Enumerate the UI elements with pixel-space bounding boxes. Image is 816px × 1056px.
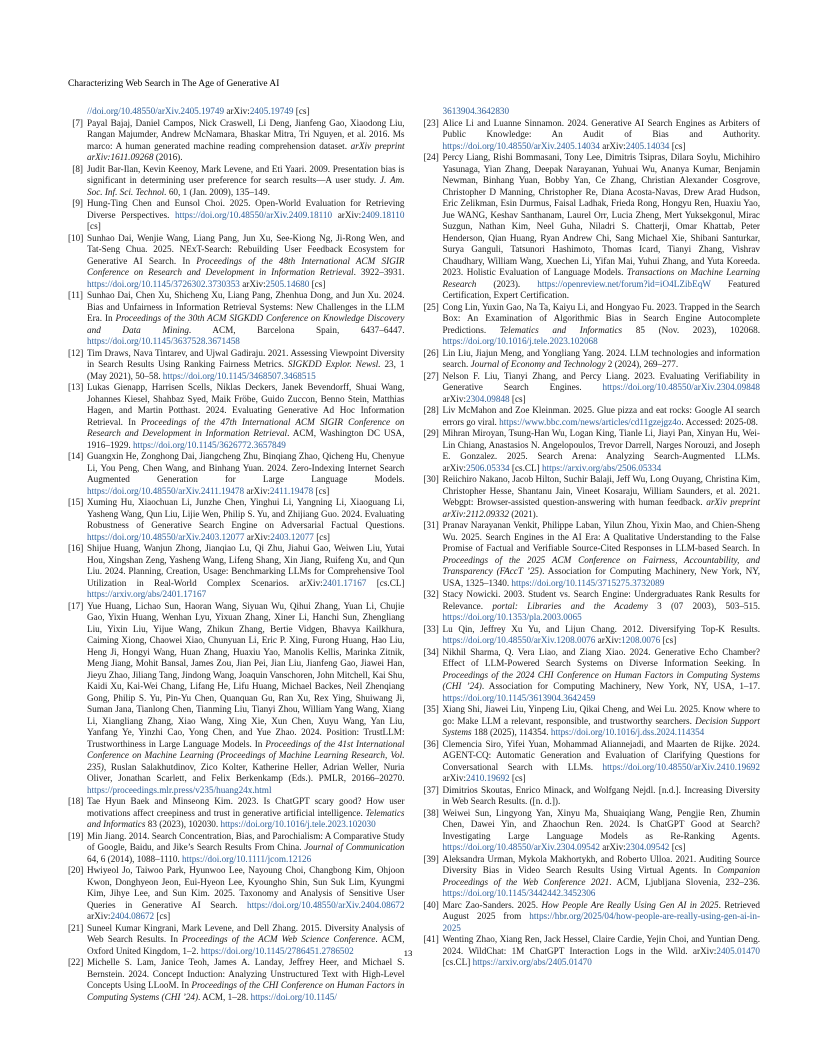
- hyperlink[interactable]: 2505.14680: [265, 278, 310, 289]
- reference-text: [cs.CL]: [509, 462, 543, 473]
- reference-text: Guangxin He, Zonghong Dai, Jiangcheng Zhu, Binqiang Zhao, Qicheng Hu, Chenyue Li, You Peng, Chen Wang, and Binhang Yuan. 2024. Zero-Indexing Internet Search Augmented Generation for Large Language Models.: [87, 451, 405, 484]
- hyperlink[interactable]: https://doi.org/10.48550/arXiv.2304.09542: [442, 842, 600, 852]
- reference-label: [22]: [68, 957, 84, 967]
- reference-text: Min Jiang. 2014. Search Concentration, Bias, and Parochialism: A Comparative Study of Google, Baidu, and Jike’s Search Results From China.: [87, 830, 405, 852]
- venue-italic-text: Proceedings of the CHI Conference on Human Factors in Computing Systems (CHI ’24): [87, 980, 405, 1002]
- venue-italic-text: SIGKDD Explor. Newsl.: [287, 359, 381, 369]
- reference-label: [19]: [68, 830, 84, 841]
- reference-text: . ACM, Oxford United Kingdom, 1–2.: [87, 934, 405, 956]
- reference-label: [13]: [68, 382, 84, 392]
- reference-label: [16]: [68, 543, 84, 553]
- reference-label: [41]: [423, 934, 439, 944]
- reference-entry: [424, 106, 761, 118]
- hyperlink[interactable]: https://www.bbc.com/news/articles/cd11gzejgz4o: [499, 416, 682, 427]
- reference-entry: [424, 118, 761, 153]
- reference-text: . Association for Computing Machinery, New York, NY, USA, 1–17.: [481, 681, 760, 691]
- reference-entry: [68, 106, 405, 118]
- reference-label: [14]: [68, 451, 84, 461]
- hyperlink[interactable]: 2506.05334: [465, 462, 510, 473]
- reference-text: 2 (2024), 269–277.: [605, 359, 679, 369]
- reference-text: Lu Qin, Jeffrey Xu Yu, and Lijun Chang. 2012. Diversifying Top-K Results.: [442, 623, 760, 634]
- reference-text: 85 (Nov. 2023), 102068.: [622, 324, 760, 335]
- reference-text: 60, 1 (Jan. 2009), 135–149.: [166, 186, 270, 197]
- reference-entry: [424, 854, 761, 900]
- reference-label: [20]: [68, 865, 84, 875]
- reference-label: [28]: [423, 405, 439, 415]
- reference-label: [29]: [423, 428, 439, 438]
- reference-label: [37]: [423, 784, 439, 795]
- hyperlink[interactable]: https://doi.org/10.1145/3726302.3730353: [87, 278, 240, 289]
- reference-entry: [68, 382, 405, 451]
- reference-text: arXiv:: [239, 278, 266, 289]
- reference-entry: [424, 739, 761, 785]
- reference-text: Clemencia Siro, Yifei Yuan, Mohammad Aliannejadi, and Maarten de Rijke. 2024. AGENT-CQ: Automatic Generation and Evaluation of Clarifying Questions for Conversational Search with LLMs.: [442, 738, 760, 772]
- reference-label: [27]: [423, 370, 439, 381]
- hyperlink[interactable]: 2409.18110: [361, 209, 405, 220]
- reference-text: Hwiyeol Jo, Taiwoo Park, Hyunwoo Lee, Nayoung Choi, Changbong Kim, Ohjoon Kwon, Donghyeon Jeon, Eui-Hyeon Lee, Kyoungho Shin, Sun Suk Lim, Kyungmi Kim, Jihye Lee, and Sun Kim. 2025. Taxonomy and Analysis of Sensitive User Queries in Generative AI Search.: [87, 865, 405, 910]
- reference-text: . Accessed: 2025-08.: [681, 416, 758, 427]
- reference-text: arXiv:: [87, 911, 111, 921]
- reference-text: arXiv:: [244, 531, 271, 542]
- reference-text: Lin Liu, Jiajun Meng, and Yongliang Yang. 2024. LLM technologies and information search.: [442, 347, 760, 369]
- venue-italic-text: Proceedings of the 2024 CHI Conference on Human Factors in Computing Systems (CHI ’24): [442, 669, 760, 691]
- reference-label: [33]: [423, 623, 439, 634]
- venue-italic-text: Decision Support Systems: [442, 715, 760, 737]
- hyperlink[interactable]: https://doi.org/10.48550/arXiv.2411.19478: [87, 485, 245, 496]
- hyperlink[interactable]: https://arxiv.org/abs/2405.01470: [472, 957, 592, 967]
- hyperlink[interactable]: https://hbr.org/2025/04/how-people-are-really-using-gen-ai-in-2025: [442, 911, 760, 933]
- reference-text: Michelle S. Lam, Janice Teoh, James A. Landay, Jeffrey Heer, and Michael S. Bernstein. 2024. Concept Induction: Analyzing Unstructured Text with High-Level Concepts Using LLooM. In: [87, 957, 405, 990]
- reference-text: Tim Draws, Nava Tintarev, and Ujwal Gadiraju. 2021. Assessing Viewpoint Diversity in Search Results Using Ranking Fairness Metrics.: [87, 347, 405, 369]
- reference-text: [cs]: [87, 221, 101, 231]
- reference-entry: [68, 164, 405, 199]
- hyperlink[interactable]: https://doi.org/10.1145/3626772.3657849: [132, 439, 286, 450]
- venue-italic-text: portal: Libraries and the Academy: [492, 600, 648, 611]
- reference-entry: [424, 520, 761, 589]
- hyperlink[interactable]: 2401.17167: [322, 577, 367, 588]
- reference-label: [38]: [423, 807, 439, 818]
- hyperlink[interactable]: https://arxiv.org/abs/2401.17167: [87, 589, 207, 599]
- hyperlink[interactable]: 2304.09848: [465, 393, 510, 404]
- reference-label: [18]: [68, 796, 84, 806]
- reference-label: [30]: [423, 474, 439, 484]
- reference-text: (2021).: [508, 508, 539, 519]
- references-columns: [68, 106, 760, 1003]
- venue-italic-text: arXiv preprint arXiv:1611.09268: [87, 140, 405, 162]
- venue-italic-text: Companion Proceedings of the Web Conference 2021: [442, 865, 760, 887]
- hyperlink[interactable]: 2304.09542: [625, 842, 670, 852]
- hyperlink[interactable]: https://doi.org/10.48550/arXiv.2304.09848: [602, 382, 760, 392]
- hyperlink[interactable]: 2405.19749: [249, 106, 294, 116]
- reference-text: (2023).: [476, 278, 538, 289]
- reference-text: arXiv:: [599, 842, 626, 852]
- hyperlink[interactable]: https://doi.org/10.1111/jcom.12126: [182, 853, 312, 864]
- reference-text: [cs]: [313, 531, 330, 542]
- reference-entry: [68, 796, 405, 831]
- reference-text: Reiichiro Nakano, Jacob Hilton, Suchir Balaji, Jeff Wu, Long Ouyang, Christina Kim, Christopher Hesse, Shantanu Jain, Vineet Kosaraju, William Saunders, et al. 2021. Webgpt: Browser-assisted question-answering with human feedback.: [442, 474, 760, 507]
- reference-label: [25]: [423, 301, 439, 312]
- venue-italic-text: Transactions on Machine Learning Research: [442, 267, 760, 289]
- reference-text: [cs]: [660, 635, 677, 645]
- reference-text: . ACM, Ljubljana Slovenia, 232–236.: [609, 876, 760, 887]
- reference-entry: [68, 957, 405, 1003]
- reference-text: . Retrieved August 2025 from: [442, 899, 760, 921]
- reference-text: [cs]: [509, 773, 526, 783]
- reference-text: 3 (07 2003), 503–515.: [647, 600, 760, 611]
- hyperlink[interactable]: 3613904.3642830: [442, 106, 510, 116]
- venue-italic-text: Proceedings of the 47th International ACM SIGIR Conference on Research and Development in Information Retrieval: [87, 416, 405, 438]
- reference-text: arXiv:: [442, 393, 466, 404]
- reference-label: [12]: [68, 347, 84, 358]
- reference-entry: [424, 808, 761, 854]
- reference-entry: [68, 497, 405, 543]
- reference-text: [cs]: [669, 842, 686, 852]
- reference-text: Wenting Zhao, Xiang Ren, Jack Hessel, Claire Cardie, Yejin Choi, and Yuntian Deng. 2024. WildChat: 1M ChatGPT Interaction Logs in the Wild. arXiv:: [442, 934, 760, 956]
- reference-text: Dimitrios Skoutas, Enrico Minack, and Wolfgang Nejdl. [n.d.]. Increasing Diversity in Web Search Results. ([n. d.]).: [442, 784, 760, 806]
- reference-text: Mihran Miroyan, Tsung-Han Wu, Logan King, Tianle Li, Jiayi Pan, Xinyan Hu, Wei-Lin Chiang, Anastasios N. Angelopoulos, Trevor Darrell, Narges Norouzi, and Joseph E. Gonzalez. 2025. Search Arena: Analyzing Search-Augmented LLMs. arXiv:: [442, 428, 760, 473]
- hyperlink[interactable]: 2405.01470: [716, 945, 760, 956]
- reference-entry: [424, 589, 761, 624]
- reference-text: [cs.CL]: [442, 957, 473, 967]
- reference-text: 64, 6 (2014), 1088–1110.: [87, 853, 183, 864]
- hyperlink[interactable]: //doi.org/10.48550/arXiv.2405.19749: [87, 106, 225, 116]
- hyperlink[interactable]: 1208.0076: [621, 635, 661, 645]
- reference-text: Pranav Narayanan Venkit, Philippe Laban, Yilun Zhou, Yixin Mao, and Chien-Sheng Wu. 2025. Search Engines in the AI Era: A Qualitative Understanding to the False Promise of Factual and Verifiable Source-Cited Responses in LLM-based Search. In: [442, 520, 760, 553]
- reference-text: . ACM, 1–28.: [198, 991, 251, 1002]
- hyperlink[interactable]: 2405.14034: [625, 140, 670, 151]
- reference-label: [36]: [423, 738, 439, 749]
- reference-text: . ACM, Barcelona Spain, 6437–6447.: [188, 324, 405, 335]
- page-number: 13: [403, 948, 413, 958]
- reference-entry: [424, 405, 761, 428]
- venue-italic-text: Telematics and Informatics: [499, 324, 623, 335]
- reference-entry: [68, 290, 405, 348]
- reference-label: [17]: [68, 600, 84, 611]
- references-column-left: [68, 106, 405, 1003]
- reference-entry: [68, 451, 405, 497]
- reference-text: . ACM, Washington DC USA, 1916–1929.: [87, 428, 405, 450]
- reference-text: [cs]: [309, 278, 326, 289]
- reference-label: [26]: [423, 347, 439, 358]
- hyperlink[interactable]: https://proceedings.mlr.press/v235/huang24x.html: [87, 784, 272, 795]
- reference-label: [24]: [423, 152, 439, 162]
- venue-italic-text: Journal of Economy and Technology: [470, 359, 606, 369]
- reference-text: Yue Huang, Lichao Sun, Haoran Wang, Siyuan Wu, Qihui Zhang, Yuan Li, Chujie Gao, Yixin Huang, Wenhan Lyu, Yixuan Zhang, Xiner Li, Hanchi Sun, Zhengliang Liu, Yixin Liu, Yijue Wang, Zhikun Zhang, Bertie Vidgen, Bhavya Kailkhura, Caiming Xiong, Chaowei Xiao, Chunyuan Li, Eric P. Xing, Furong Huang, Hao Liu, Heng Ji, Hongyi Wang, Huan Zhang, Huaxiu Yao, Manolis Kellis, Marinka Zitnik, Meng Jiang, Mohit Bansal, James Zou, Jian Pei, Jian Liu, Jianfeng Gao, Jiawei Han, Jieyu Zhao, Jiliang Tang, Jindong Wang, Joaquin Vanschoren, John Mitchell, Kai Shu, Kaidi Xu, Kai-Wei Chang, Lifang He, Lifu Huang, Michael Backes, Neil Zhenqiang Gong, Philip S. Yu, Pin-Yu Chen, Quanquan Gu, Ran Xu, Rex Ying, Shuiwang Ji, Suman Jana, Tianlong Chen, Tianming Liu, Tianyi Zhou, William Yang Wang, Xiang Li, Xiangliang Zhang, Xiao Wang, Xing Xie, Xun Chen, Xuyu Wang, Yan Liu, Yanfang Ye, Yinzhi Cao, Yong Chen, and Yue Zhao. 2024. Position: TrustLLM: Trustworthiness in Large Language Models. In: [87, 600, 405, 749]
- reference-entry: [68, 865, 405, 923]
- venue-italic-text: arXiv preprint arXiv:2112.09332: [442, 497, 761, 519]
- reference-text: Hung-Ting Chen and Eunsol Choi. 2025. Open-World Evaluation for Retrieving Diverse Perspectives.: [87, 198, 405, 220]
- reference-entry: [424, 785, 761, 808]
- venue-italic-text: J. Am. Soc. Inf. Sci. Technol.: [87, 175, 405, 197]
- reference-text: [cs]: [154, 911, 171, 921]
- running-header: Characterizing Web Search in The Age of Generative AI: [68, 79, 280, 89]
- reference-label: [40]: [423, 899, 439, 910]
- reference-text: Nikhil Sharma, Q. Vera Liao, and Ziang Xiao. 2024. Generative Echo Chamber? Effect of LLM-Powered Search Systems on Diverse Information Seeking. In: [442, 646, 760, 668]
- reference-text: Shijue Huang, Wanjun Zhong, Jianqiao Lu, Qi Zhu, Jiahui Gao, Weiwen Liu, Yutai Hou, Xingshan Zeng, Yasheng Wang, Lifeng Shang, Xin Jiang, Ruifeng Xu, and Qun Liu. 2024. Planning, Creation, Usage: Benchmarking LLMs for Comprehensive Tool Utilization in Real-World Complex Scenarios. arXiv:: [87, 543, 405, 588]
- hyperlink[interactable]: https://doi.org/10.1016/j.tele.2023.102030: [220, 819, 376, 829]
- reference-text: [cs]: [669, 140, 686, 151]
- reference-text: . Association for Computing Machinery, New York, NY, USA, 1325–1340.: [442, 566, 760, 588]
- hyperlink[interactable]: https://doi.org/10.1145/: [250, 991, 337, 1002]
- reference-text: Aleksandra Urman, Mykola Makhortykh, and Roberto Ulloa. 2021. Auditing Source Diversity Bias in Video Search Results Using Virtual Agents. In: [442, 853, 760, 875]
- reference-label: [23]: [423, 117, 439, 128]
- hyperlink[interactable]: https://doi.org/10.1016/j.dss.2024.114354: [550, 727, 705, 737]
- reference-text: Featured Certification, Expert Certification.: [442, 278, 760, 300]
- reference-text: Weiwei Sun, Lingyong Yan, Xinyu Ma, Shuaiqiang Wang, Pengjie Ren, Zhumin Chen, Dawei Yin, and Zhaochun Ren. 2024. Is ChatGPT Good at Search? Investigating Large Language Models as Re-Ranking Agents.: [442, 807, 760, 841]
- reference-entry: [68, 233, 405, 291]
- reference-entry: [424, 900, 761, 935]
- hyperlink[interactable]: https://doi.org/10.1145/3468507.3468515: [162, 370, 316, 381]
- reference-label: [15]: [68, 497, 84, 507]
- reference-text: [cs]: [509, 393, 526, 404]
- reference-entry: [424, 624, 761, 647]
- hyperlink[interactable]: https://arxiv.org/abs/2506.05334: [542, 462, 662, 473]
- hyperlink[interactable]: https://doi.org/10.48550/arXiv.2410.19692: [602, 761, 760, 772]
- hyperlink[interactable]: https://doi.org/10.1145/3613904.3642459: [442, 692, 596, 703]
- venue-italic-text: Proceedings of the 2025 ACM Conference on Fairness, Accountability, and Transparency (FAccT ’25): [442, 554, 760, 576]
- hyperlink[interactable]: https://doi.org/10.48550/arXiv.2404.08672: [247, 899, 405, 910]
- reference-text: , Ruslan Salakhutdinov, Zico Kolter, Katherine Heller, Adrian Weller, Nuria Oliver, Jonathan Scarlett, and Felix Berkenkamp (Eds.). PMLR, 20166–20270.: [87, 761, 405, 783]
- reference-entry: [424, 704, 761, 739]
- hyperlink[interactable]: https://doi.org/10.1145/3637528.3671458: [87, 336, 240, 346]
- hyperlink[interactable]: https://doi.org/10.1145/3442442.3452306: [442, 888, 596, 898]
- venue-italic-text: Journal of Communication: [304, 842, 405, 852]
- reference-text: Stacy Nowicki. 2003. Student vs. Search Engine: Undergraduates Rank Results for Relevance.: [442, 589, 760, 611]
- reference-text: 188 (2025), 114354.: [471, 727, 551, 737]
- reference-text: Xiang Shi, Jiawei Liu, Yinpeng Liu, Qikai Cheng, and Wei Lu. 2025. Know where to go: Make LLM a relevant, responsible, and trustworthy searchers.: [442, 704, 760, 726]
- reference-text: . 3922–3931.: [353, 267, 405, 277]
- reference-text: arXiv:: [442, 773, 466, 783]
- reference-entry: [424, 348, 761, 371]
- reference-text: Tae Hyun Baek and Minseong Kim. 2023. Is ChatGPT scary good? How user motivations affect creepiness and trust in generative artificial intelligence.: [87, 796, 405, 818]
- venue-italic-text: Proceedings of the 48th International ACM SIGIR Conference on Research and Development in Information Retrieval: [87, 255, 405, 277]
- reference-label: [8]: [72, 163, 83, 174]
- hyperlink[interactable]: https://doi.org/10.1145/3715275.3732089: [511, 577, 665, 588]
- reference-text: arXiv:: [244, 485, 270, 496]
- reference-label: [34]: [423, 646, 439, 657]
- reference-text: arXiv:: [332, 209, 362, 220]
- reference-entry: [68, 348, 405, 383]
- reference-text: Cong Lin, Yuxin Gao, Na Ta, Kaiyu Li, and Hongyao Fu. 2023. Trapped in the Search Box: An Examination of Algorithmic Bias in Search Engine Autocomplete Predictions.: [442, 301, 760, 335]
- reference-text: Liv McMahon and Zoe Kleinman. 2025. Glue pizza and eat rocks: Google AI search errors go viral.: [442, 405, 760, 427]
- hyperlink[interactable]: 2411.19478: [269, 485, 314, 496]
- reference-text: Percy Liang, Rishi Bommasani, Tony Lee, Dimitris Tsipras, Dilara Soylu, Michihiro Yasunaga, Yian Zhang, Deepak Narayanan, Yuhuai Wu, Ananya Kumar, Benjamin Newman, Binhang Yuan, Bobby Yan, Ce Zhang, Christian Alexander Cosgrove, Christopher D Manning, Christopher Re, Diana Acosta-Navas, Drew Arad Hudson, Eric Zelikman, Esin Durmus, Faisal Ladhak, Frieda Rong, Hongyu Ren, Huaxiu Yao, Jue WANG, Keshav Santhanam, Laurel Orr, Lucia Zheng, Mert Yuksekgonul, Mirac Suzgun, Nathan Kim, Neel Guha, Niladri S. Chatterji, Omar Khattab, Peter Henderson, Qian Huang, Ryan Andrew Chi, Sang Michael Xie, Shibani Santurkar, Surya Ganguli, Tatsunori Hashimoto, Thomas Icard, Tianyi Zhang, Vishrav Chaudhary, William Wang, Xuechen Li, Yifan Mai, Yuhui Zhang, and Yuta Koreeda. 2023. Holistic Evaluation of Language Models.: [442, 152, 760, 277]
- reference-text: arXiv:: [599, 140, 626, 151]
- reference-text: Alice Li and Luanne Sinnamon. 2024. Generative AI Search Engines as Arbiters of Public Knowledge: An Audit of Bias and Authority.: [442, 117, 760, 139]
- reference-text: 23, 1 (May 2021), 50–58.: [87, 359, 405, 381]
- reference-text: Sunhao Dai, Wenjie Wang, Liang Pang, Jun Xu, See-Kiong Ng, Ji-Rong Wen, and Tat-Seng Chua. 2025. NExT-Search: Rebuilding User Feedback Ecosystem for Generative AI Search. In: [87, 232, 405, 266]
- reference-entry: [424, 474, 761, 520]
- hyperlink[interactable]: https://doi.org/10.48550/arXiv.2403.12077: [87, 531, 245, 542]
- reference-entry: [424, 371, 761, 406]
- hyperlink[interactable]: https://doi.org/10.48550/arXiv.2409.18110: [174, 209, 333, 220]
- hyperlink[interactable]: 2404.08672: [110, 911, 155, 921]
- reference-label: [10]: [68, 232, 84, 243]
- reference-entry: [68, 198, 405, 233]
- reference-entry: [424, 428, 761, 474]
- reference-label: [21]: [68, 922, 84, 933]
- reference-text: arXiv:: [224, 106, 250, 116]
- reference-text: 83 (2023), 102030.: [145, 819, 221, 829]
- reference-label: [35]: [423, 704, 439, 714]
- hyperlink[interactable]: https://doi.org/10.1145/2786451.2786502: [200, 945, 354, 956]
- reference-entry: [424, 152, 761, 302]
- hyperlink[interactable]: https://doi.org/10.48550/arXiv.2405.14034: [442, 140, 600, 151]
- reference-label: [9]: [72, 198, 83, 208]
- reference-text: [cs]: [313, 485, 330, 496]
- reference-text: Xuming Hu, Xiaochuan Li, Junzhe Chen, Yinghui Li, Yangning Li, Xiaoguang Li, Yasheng Wang, Qun Liu, Lijie Wen, Philip S. Yu, and Zhijiang Guo. 2024. Evaluating Robustness of Generative Search Engine on Adversarial Factual Questions.: [87, 497, 405, 530]
- reference-text: [cs]: [293, 106, 310, 116]
- references-column-right: [424, 106, 761, 969]
- reference-text: Payal Bajaj, Daniel Campos, Nick Craswell, Li Deng, Jianfeng Gao, Xiaodong Liu, Rangan Majumder, Andrew McNamara, Bhaskar Mitra, Tri Nguyen, et al. 2016. Ms marco: A human generated machine reading comprehension dataset.: [87, 117, 405, 151]
- reference-text: Lukas Gienapp, Harrisen Scells, Niklas Deckers, Janek Bevendorff, Shuai Wang, Johannes Kiesel, Shahbaz Syed, Maik Fröbe, Guido Zuccon, Benno Stein, Matthias Hagen, and Martin Potthast. 2024. Evaluating Generative Ad Hoc Information Retrieval. In: [87, 382, 405, 427]
- hyperlink[interactable]: https://openreview.net/forum?id=iO4LZibEqW: [537, 278, 711, 289]
- reference-text: Nelson F. Liu, Tianyi Zhang, and Percy Liang. 2023. Evaluating Verifiability in Generative Search Engines.: [442, 370, 760, 392]
- reference-text: Marc Zao-Sanders. 2025.: [442, 899, 542, 910]
- reference-entry: [68, 831, 405, 866]
- reference-text: Sunhao Dai, Chen Xu, Shicheng Xu, Liang Pang, Zhenhua Dong, and Jun Xu. 2024. Bias and Unfairness in Information Retrieval Systems: New Challenges in the LLM Era. In: [87, 290, 405, 323]
- reference-label: [11]: [68, 290, 83, 300]
- reference-entry: [68, 118, 405, 164]
- reference-text: Suneel Kumar Kingrani, Mark Levene, and Dell Zhang. 2015. Diversity Analysis of Web Search Results. In: [87, 922, 405, 944]
- reference-text: Judit Bar-Ilan, Kevin Keenoy, Mark Levene, and Eti Yaari. 2009. Presentation bias is significant in determining user preference for search results—A user study.: [87, 163, 405, 185]
- reference-label: [7]: [72, 117, 83, 128]
- venue-italic-text: Telematics and Informatics: [87, 807, 405, 829]
- reference-text: [cs.CL]: [366, 577, 405, 588]
- hyperlink[interactable]: 2403.12077: [270, 531, 314, 542]
- reference-text: arXiv:: [595, 635, 622, 645]
- venue-italic-text: Proceedings of the 30th ACM SIGKDD Conference on Knowledge Discovery and Data Mining: [87, 313, 405, 335]
- reference-entry: [68, 543, 405, 601]
- venue-italic-text: How People Are Really Using Gen AI in 2025: [541, 899, 719, 910]
- hyperlink[interactable]: https://doi.org/10.1353/pla.2003.0065: [442, 612, 582, 622]
- reference-label: [32]: [423, 589, 439, 599]
- reference-entry: [424, 302, 761, 348]
- reference-label: [31]: [423, 520, 439, 530]
- hyperlink[interactable]: https://doi.org/10.1016/j.tele.2023.102068: [442, 336, 598, 346]
- reference-label: [39]: [423, 853, 439, 864]
- reference-entry: [68, 601, 405, 797]
- reference-entry: [424, 647, 761, 705]
- hyperlink[interactable]: 2410.19692: [465, 773, 510, 783]
- venue-italic-text: Proceedings of the ACM Web Science Conference: [182, 934, 376, 944]
- reference-text: (2016).: [153, 152, 183, 162]
- hyperlink[interactable]: https://doi.org/10.48550/arXiv.1208.0076: [442, 635, 596, 645]
- venue-italic-text: Proceedings of the 41st International Conference on Machine Learning (Proceedings of Machine Learning Research, Vol. 235): [87, 738, 405, 772]
